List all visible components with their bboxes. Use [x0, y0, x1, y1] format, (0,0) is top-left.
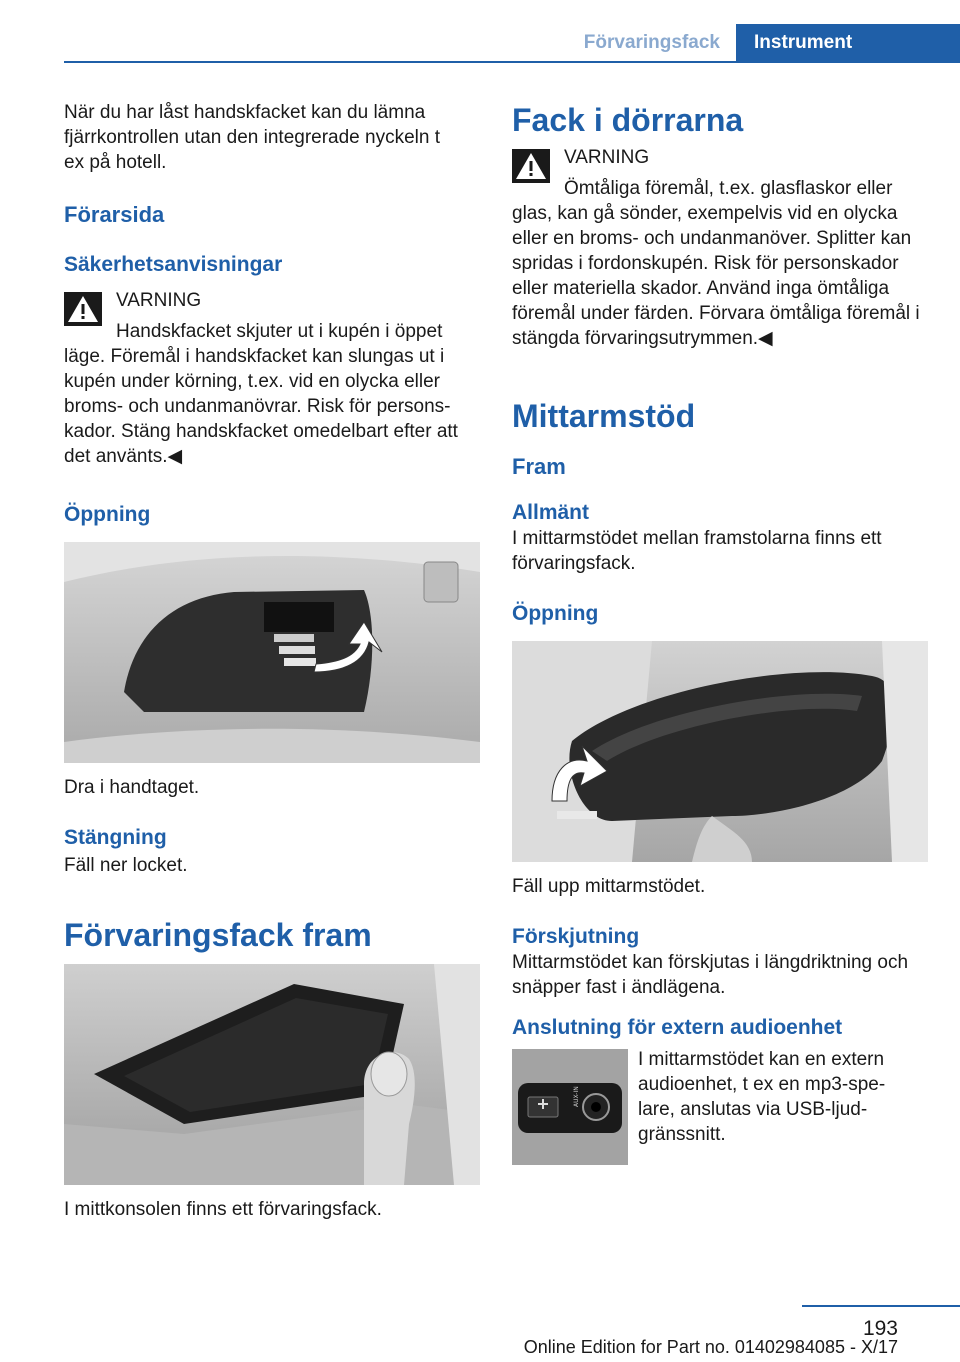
left-column — [64, 100, 480, 1222]
intro-paragraph: När du har låst handskfacket kan du lämna fjärrkontrollen utan den integrerade nyckeln t ex på hotell. — [64, 102, 441, 173]
edition-line: Online Edition for Part no. 01402984085 - X/17 — [523, 1337, 898, 1357]
warning-triangle-icon — [512, 149, 550, 183]
warning-triangle-icon — [64, 292, 102, 326]
page-number: 193 — [862, 1317, 898, 1340]
aux-label: AUX-IN — [573, 1086, 580, 1107]
text-anslutning: I mittarmstödet kan en extern audioenhet, t ex en mp3-spelare, anslutas via USB-ljudgränssnitt. — [638, 1049, 886, 1145]
warning-text-2: glas, kan gå sönder, exempelvis vid en olycka eller en broms- och undanmanöver. Splitter kan spridas i fordonskupén. Risk för personskador eller materiella skador. Använd inga ömtåliga föremål under färden. Förvara ömtåliga föremål i stängda förvaringsutrymmen.◀ — [512, 203, 920, 349]
caption-handle: Dra i handtaget. — [64, 777, 200, 798]
heading-fram: Fram — [512, 454, 566, 479]
text-stangning: Fäll ner locket. — [64, 855, 188, 876]
heading-stangning: Stängning — [64, 826, 167, 849]
warning-first-line-2: Ömtåliga föremål, t.ex. glasflaskor eller — [564, 178, 893, 199]
heading-forskjutning: Förskjutning — [512, 925, 640, 948]
header-rule — [64, 61, 960, 63]
heading-oppning-2: Öppning — [512, 602, 599, 625]
caption-armrest: Fäll upp mittarmstödet. — [512, 876, 706, 897]
heading-mittarmstod: Mittarmstöd — [512, 398, 696, 434]
header-chapter-tab: Instrument — [736, 24, 960, 61]
header-section-label: Förvaringsfack — [583, 32, 720, 53]
warning-title-2: VARNING — [564, 147, 650, 168]
warning-block — [64, 288, 480, 469]
warning-title: VARNING — [116, 290, 202, 311]
heading-sakerhet: Säkerhetsanvisningar — [64, 253, 283, 276]
warning-block-2 — [512, 145, 928, 351]
right-column — [512, 100, 928, 1167]
caption-console: I mittkonsolen finns ett förvaringsfack. — [64, 1199, 382, 1220]
footer-rule — [802, 1305, 960, 1307]
aux-usb-photo — [512, 1049, 628, 1165]
text-forskjutning: Mittarmstödet kan förskjutas i längdriktning och snäpper fast i ändlägena. — [512, 952, 909, 998]
heading-anslutning: Anslutning för extern audioenhet — [512, 1016, 843, 1039]
text-allmant: I mittarmstödet mellan framstolarna finns ett förvaringsfack. — [512, 528, 882, 574]
console-photo — [64, 964, 480, 1185]
heading-allmant: Allmänt — [512, 501, 590, 524]
warning-text: läge. Föremål i handskfacket kan slungas ut i kupén under körning, t.ex. vid en olycka eller broms- och undanmanövrar. Risk för personskador. Stäng handskfacket omedelbart efter att det använts.◀ — [64, 346, 458, 467]
warning-first-line: Handskfacket skjuter ut i kupén i öppet — [116, 321, 443, 342]
glovebox-photo — [64, 542, 480, 763]
audio-section — [512, 1047, 928, 1167]
heading-forarsida: Förarsida — [64, 202, 165, 227]
heading-forvaringsfack-fram: Förvaringsfack fram — [64, 917, 372, 953]
armrest-photo — [512, 641, 928, 862]
heading-oppning: Öppning — [64, 503, 151, 526]
heading-fack-dorrarna: Fack i dörrarna — [512, 102, 744, 138]
